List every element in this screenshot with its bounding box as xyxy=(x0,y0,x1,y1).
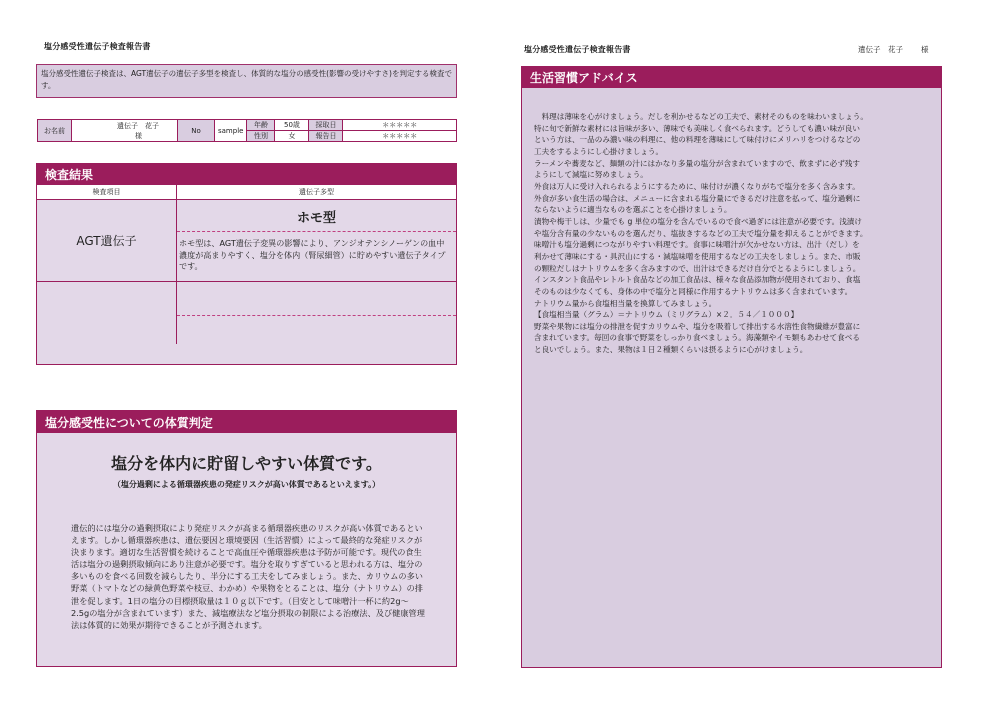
judgement-headline: 塩分を体内に貯留しやすい体質です。 xyxy=(111,454,382,473)
advice-line: と良いでしょう。また、果物は１日２種類くらいは摂るように心がけましょう。 xyxy=(534,345,808,355)
age-value: 50歳 xyxy=(275,120,309,131)
advice-title: 生活習慣アドバイス xyxy=(522,67,941,88)
genotype-description: ホモ型は、AGT遺伝子変異の影響により、アンジオテンシノーゲンの血中濃度が高まりやすく、塩分を体内（腎尿細管）に貯めやすい遺伝子タイプです。 xyxy=(179,238,446,271)
advice-line: や塩分含有量の少ないものを選んだり、塩抜きするなどの工夫で塩分量を抑えることができます。 xyxy=(534,228,868,238)
right-report-header: 塩分感受性遺伝子検査報告書 xyxy=(524,45,631,54)
no-label: No xyxy=(178,120,215,142)
advice-line: 味噌汁も塩分過剰につながりやすい料理です。食事に味噌汁が欠かせない方は、出汁（だし）を xyxy=(534,240,860,250)
judgement-title: 塩分感受性についての体質判定 xyxy=(37,411,456,433)
advice-line: 外食は万人に受け入れられるようにするために、味付けが濃くなりがちで塩分を多く含みます。 xyxy=(534,181,860,191)
left-report-header: 塩分感受性遺伝子検査報告書 xyxy=(44,42,151,51)
col-genotype: 遺伝子多型 xyxy=(299,188,334,196)
name-value: 遺伝子 花子様 xyxy=(72,120,178,142)
intro-text: 塩分感受性遺伝子検査は、AGT遺伝子の遺伝子多型を検査し、体質的な塩分の感受性(影響の受けやすさ)を判定する検査です。 xyxy=(41,69,452,90)
advice-line: インスタント食品やレトルト食品などの加工食品は、様々な食品添加物が使用されており、食塩 xyxy=(534,275,861,285)
advice-line: 漬物や梅干しは、少量でも g 単位の塩分を含んでいるので食べ過ぎには注意が必要です。浅漬け xyxy=(534,216,862,226)
advice-line: 【食塩相当量（グラム）＝ナトリウム（ミリグラム）×２．５４／１０００】 xyxy=(534,310,799,320)
judgement-body: 遺伝的には塩分の過剰摂取により発症リスクが高まる循環器疾患のリスクが高い体質であるといえます。しかし循環器疾患は、遺伝要因と環境要因（生活習慣）によって最終的な発症リスクが決まります。適切な生活習慣を続けることで高血圧や循環器疾患は予防が可能です。現代の食生活は塩分の過剰摂取傾向にあり注意が必要です。塩分を取りすぎていると思われる方は、塩分の多いものを食べる回数を減らしたり、半分にする工夫をしてみましょう。また、カリウムの多い野菜（トマトなどの緑黄色野菜や枝豆、わかめ）や果物をとることは、塩分（ナトリウム）の排泄を促します。1日の塩分の目標摂取量は１０ｇ以下です。（目安として味噌汁一杯に約2g～2.5gの塩分が含まれています）また、減塩療法など塩分摂取の制限による治療法、及び健康管理法は体質的に効果が期待できることが予測されます。 xyxy=(71,523,425,630)
judgement-subline: （塩分過剰による循環器疾患の発症リスクが高い体質であるといえます。） xyxy=(112,480,381,489)
advice-line: ようにして減塩に努めましょう。 xyxy=(534,170,648,180)
collect-date-value: ＊＊＊＊＊ xyxy=(343,120,457,131)
advice-line: 特に旬で新鮮な素材には旨味が多い、薄味でも美味しく食べられます。どうしても濃い味が良い xyxy=(534,123,860,133)
advice-line: そのものは少なくても、身体の中で塩分と同様に作用するナトリウムは多く含まれています。 xyxy=(534,286,853,296)
advice-line: 工夫をするようにし心掛けましょう。 xyxy=(534,146,664,156)
advice-line: という方は、一品のみ濃い味の料理に、他の料理を薄味にして味付けにメリハリをつけるなどの xyxy=(534,135,861,145)
col-test-item: 検査項目 xyxy=(37,185,177,199)
no-value: sample xyxy=(215,120,247,142)
test-item-agt: AGT遺伝子 xyxy=(37,200,177,281)
sex-label: 性別 xyxy=(247,131,275,142)
report-date-label: 報告日 xyxy=(309,131,343,142)
advice-text xyxy=(534,111,937,356)
report-date-value: ＊＊＊＊＊ xyxy=(343,131,457,142)
age-label: 年齢 xyxy=(247,120,275,131)
advice-line: ならないように適当なものを選ぶことを心掛けましょう。 xyxy=(534,205,732,215)
advice-line: 含まれています。毎回の食事で野菜をしっかり食べましょう。海藻類やイモ類もあわせて食べる xyxy=(534,333,860,343)
divider xyxy=(177,315,456,316)
advice-line: 利かせて薄味にする・具沢山にする・減塩味噌を使用するなどの工夫をしましょう。また、市販 xyxy=(534,251,861,261)
intro-box xyxy=(36,64,457,98)
results-section xyxy=(36,163,457,365)
divider xyxy=(177,231,456,232)
advice-section xyxy=(521,66,942,668)
advice-line: 外食が多い食生活の場合は、メニューに含まれる塩分量にできるだけ注意を払って、塩分過剰に xyxy=(534,193,861,203)
advice-line: ナトリウム量から食塩相当量を換算してみましょう。 xyxy=(534,298,717,308)
advice-line: ラーメンや蕎麦など、麺類の汁にはかなり多量の塩分が含まれていますので、飲まずに必ず残す xyxy=(534,158,860,168)
genotype-value: ホモ型 xyxy=(296,211,336,226)
patient-info-table xyxy=(37,119,457,142)
name-label: お名前 xyxy=(38,120,72,142)
collect-date-label: 採取日 xyxy=(309,120,343,131)
advice-line: 料理は薄味を心がけましょう。だしを利かせるなどの工夫で、素材そのものを味わいましょう。 xyxy=(534,112,868,121)
advice-line: の顆粒だしはナトリウムを多く含みますので、出汁はできるだけ自分でとるようにしましょう。 xyxy=(534,263,861,273)
results-title: 検査結果 xyxy=(37,164,456,185)
sex-value: 女 xyxy=(275,131,309,142)
advice-line: 野菜や果物には塩分の排泄を促すカリウムや、塩分を吸着して排出する水溶性食物繊維が豊富に xyxy=(534,321,861,331)
right-patient-name: 遺伝子 花子 様 xyxy=(858,45,929,54)
empty-item-cell xyxy=(37,282,177,344)
judgement-section xyxy=(36,410,457,667)
